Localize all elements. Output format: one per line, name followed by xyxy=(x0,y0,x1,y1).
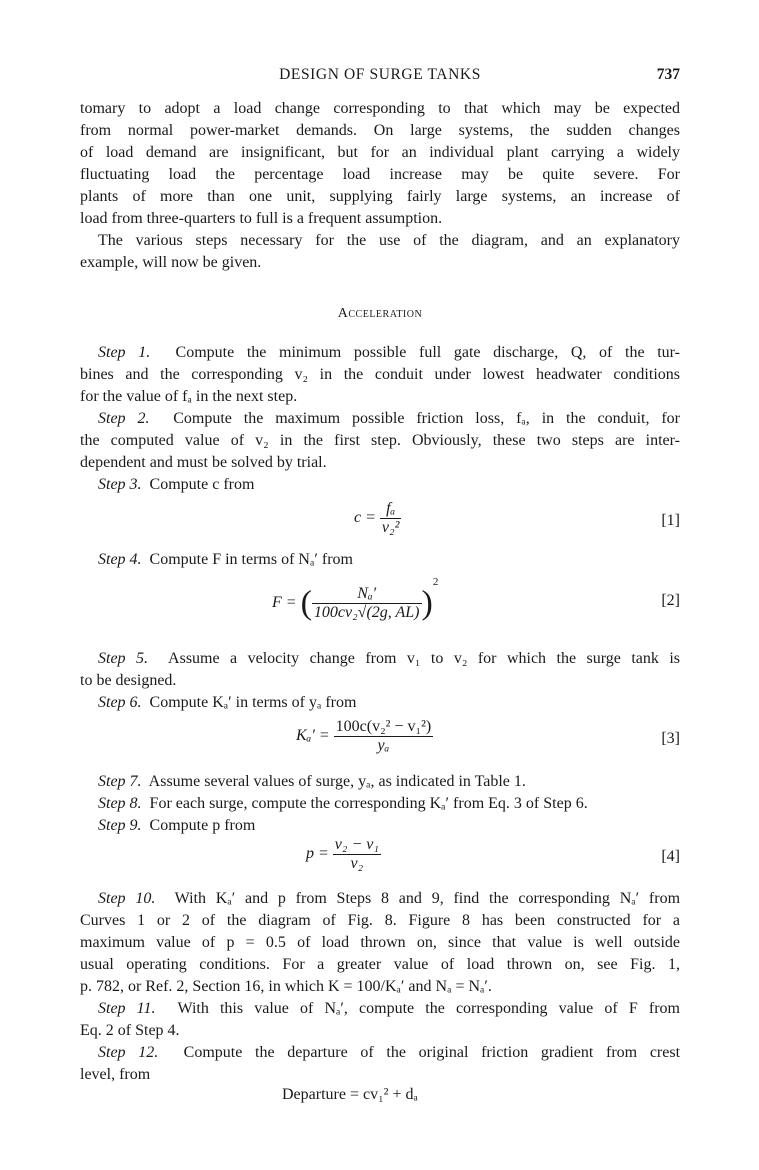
step-label: Step 2. xyxy=(98,410,150,427)
equation-lhs: F = xyxy=(272,594,297,611)
text-line: the computed value of v₂ in the first step. Obviously, these two steps are inter- xyxy=(80,432,680,449)
step-10 xyxy=(80,888,680,998)
text-line: from normal power-market demands. On large systems, the sudden changes xyxy=(80,122,680,139)
text-line: Curves 1 or 2 of the diagram of Fig. 8. Figure 8 has been constructed for a xyxy=(80,912,680,929)
text-line: With this value of Nₐ′, compute the corresponding value of F from xyxy=(177,1000,680,1017)
text-line: example, will now be given. xyxy=(80,254,262,271)
page-number: 737 xyxy=(656,66,680,83)
equation-lhs: p = xyxy=(306,845,329,863)
text-line: plants of more than one unit, supplying fairly large systems, an increase of xyxy=(80,188,680,205)
text-line: to be designed. xyxy=(80,672,177,689)
text-line: With Kₐ′ and p from Steps 8 and 9, find the corresponding Nₐ′ from xyxy=(174,890,681,907)
text-line: Assume several values of surge, yₐ, as indicated in Table 1. xyxy=(148,773,526,790)
step-5 xyxy=(80,648,680,692)
equation-number: [1] xyxy=(661,512,680,529)
text-line: Compute the departure of the original friction gradient from crest xyxy=(183,1044,681,1061)
equation-numerator: 100c(v₂² − v₁²) xyxy=(335,718,432,735)
text-line: Eq. 2 of Step 4. xyxy=(80,1022,180,1039)
text-line: Compute p from xyxy=(149,817,256,834)
equation-number: [4] xyxy=(661,848,680,865)
equation-denominator: yₐ xyxy=(334,736,434,755)
running-header xyxy=(80,66,680,88)
step-3 xyxy=(80,474,680,496)
text-line: load from three-quarters to full is a frequent assumption. xyxy=(80,210,443,227)
step-label: Step 5. xyxy=(98,650,148,667)
equation-number: [3] xyxy=(661,730,680,747)
text-line: Compute Kₐ′ in terms of yₐ from xyxy=(149,694,357,711)
text-line: p. 782, or Ref. 2, Section 16, in which K = 100/Kₐ′ and Nₐ = Nₐ′. xyxy=(80,978,492,995)
equation-exponent: 2 xyxy=(432,576,439,588)
step-label: Step 10. xyxy=(98,890,156,907)
text-line: of load demand are insignificant, but for an individual plant carrying a widely xyxy=(80,144,680,161)
text-line: The various steps necessary for the use of the diagram, and an explanatory xyxy=(98,232,680,249)
step-label: Step 12. xyxy=(98,1044,159,1061)
running-title: DESIGN OF SURGE TANKS xyxy=(279,66,481,83)
step-9 xyxy=(80,815,680,837)
equation-numerator: fₐ xyxy=(386,500,396,517)
equation-number: [2] xyxy=(661,592,680,609)
text-line: Compute the maximum possible friction loss, fₐ, in the conduit, for xyxy=(173,410,680,427)
section-heading: Acceleration xyxy=(337,306,423,321)
text-line: for the value of fₐ in the next step. xyxy=(80,388,298,405)
equation-1 xyxy=(80,500,680,550)
step-label: Step 7. xyxy=(98,773,142,790)
step-2 xyxy=(80,408,680,474)
equation-2: F = ( $\frac{\text{Nₐ′}}{\text{100cv₂√(2g, AL)}}$ )$^2$ [2] xyxy=(272,576,680,622)
text-line: bines and the corresponding v₂ in the conduit under lowest headwater conditions xyxy=(80,366,680,383)
step-7 xyxy=(80,771,680,793)
steps-7-9 xyxy=(80,771,680,837)
text-line: fluctuating load the percentage load increase may be quite severe. For xyxy=(80,166,680,183)
text-line: For each surge, compute the corresponding Kₐ′ from Eq. 3 of Step 6. xyxy=(149,795,588,812)
equation-numerator: v₂ − v₁ xyxy=(334,836,379,853)
equation-4 xyxy=(80,836,680,886)
text-line: dependent and must be solved by trial. xyxy=(80,454,327,471)
text-line: level, from xyxy=(80,1066,151,1083)
text-line: Compute c from xyxy=(149,476,255,493)
step-label: Step 4. xyxy=(98,551,142,568)
text-line: Assume a velocity change from v₁ to v₂ for which the surge tank is xyxy=(168,650,681,667)
equation-denominator: v₂ xyxy=(333,854,381,873)
step-8 xyxy=(80,793,680,815)
step-12 xyxy=(80,1042,680,1086)
intro-paragraph xyxy=(80,98,680,274)
text-line: tomary to adopt a load change corresponding to that which may be expected xyxy=(80,100,680,117)
equation-lhs: Kₐ′ = xyxy=(296,727,330,745)
step-label: Step 6. xyxy=(98,694,142,711)
step-label: Step 11. xyxy=(98,1000,156,1017)
equation-denominator: v₂² xyxy=(381,519,400,536)
equation-3 xyxy=(80,718,680,768)
step-4 xyxy=(80,549,680,571)
step-6 xyxy=(80,692,680,714)
step-label: Step 3. xyxy=(98,476,142,493)
departure-equation: Departure = cv₁² + dₐ xyxy=(282,1086,418,1103)
text-line: Compute F in terms of Nₐ′ from xyxy=(149,551,353,568)
step-label: Step 8. xyxy=(98,795,142,812)
step-label: Step 1. xyxy=(98,344,151,361)
text-line: Compute the minimum possible full gate discharge, Q, of the tur- xyxy=(175,344,681,361)
equation-lhs: c = xyxy=(354,509,376,527)
text-line: maximum value of p = 0.5 of load thrown on, since that value is well outside xyxy=(80,934,680,951)
equation-numerator: Nₐ′ xyxy=(357,584,377,602)
step-label: Step 9. xyxy=(98,817,142,834)
equation-denominator: 100cv₂√(2g, AL) xyxy=(313,603,420,621)
step-11 xyxy=(80,998,680,1042)
text-line: usual operating conditions. For a greater value of load thrown on, see Fig. 1, xyxy=(80,956,680,973)
step-1 xyxy=(80,342,680,408)
